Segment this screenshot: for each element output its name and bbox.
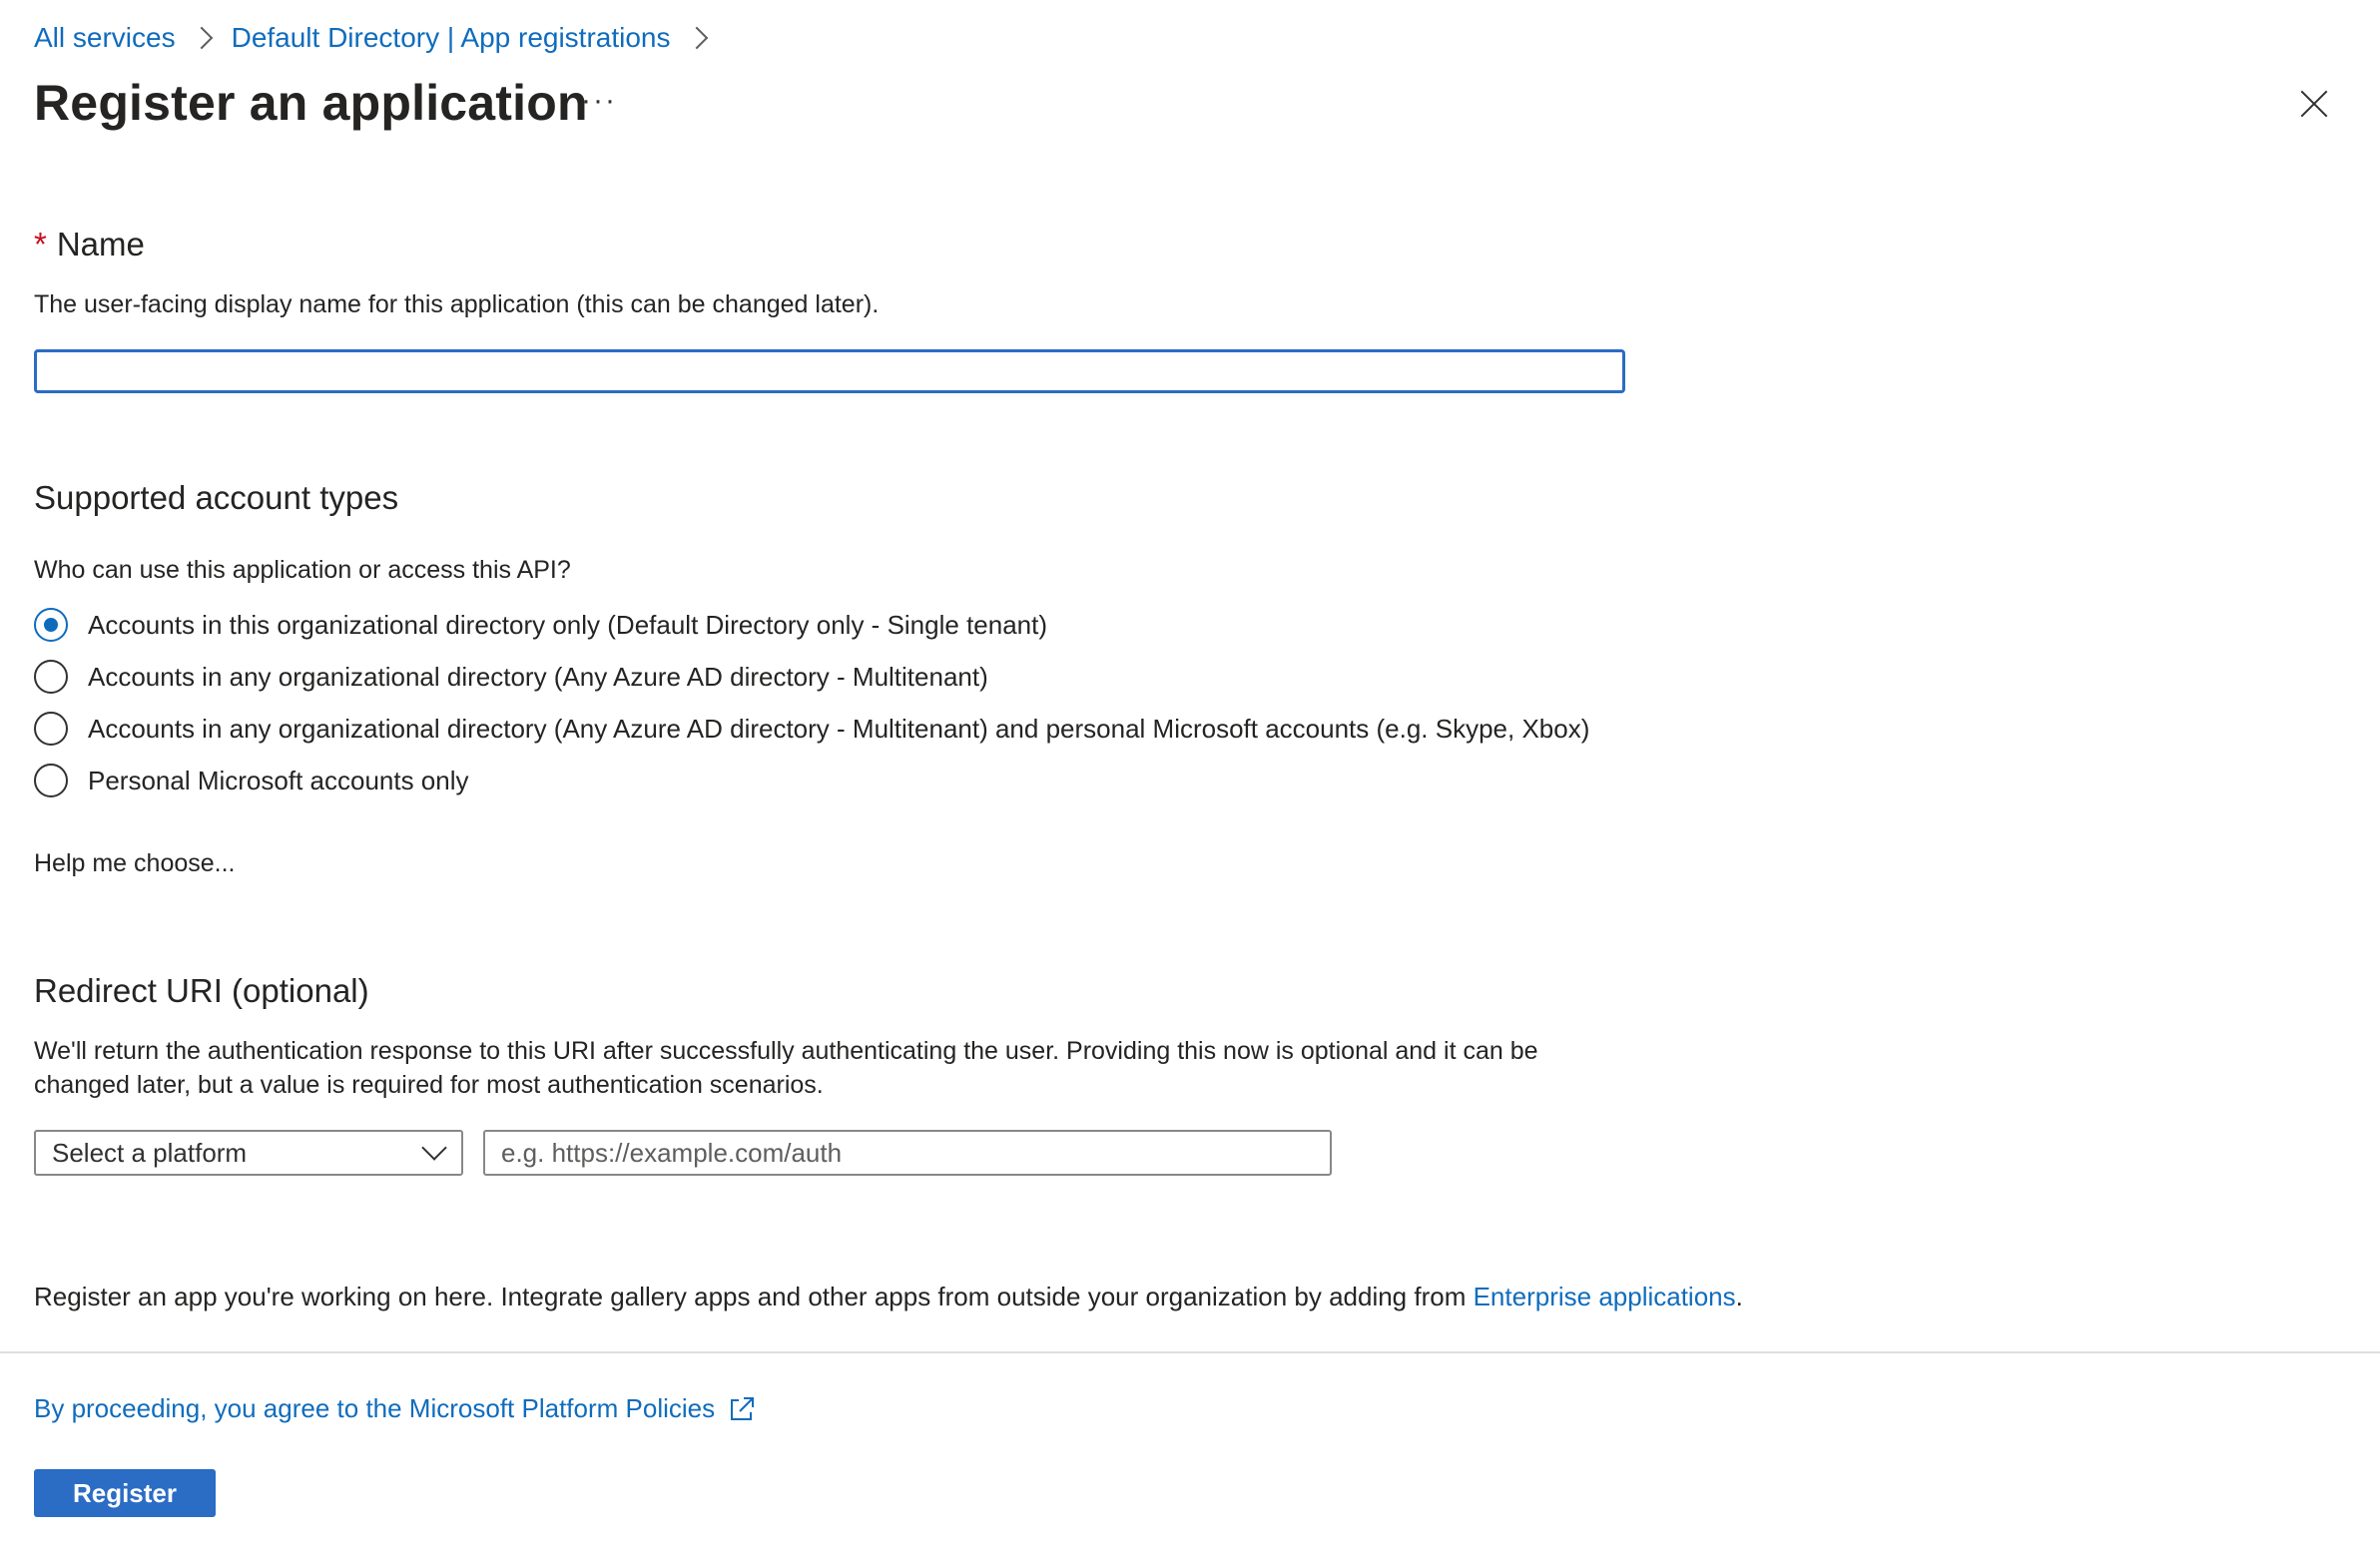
account-type-option-multitenant-personal[interactable] bbox=[34, 709, 1589, 749]
radio-label: Accounts in any organizational directory (Any Azure AD directory - Multitenant) and personal Microsoft accounts (e.g. Skype, Xbox) bbox=[88, 713, 1590, 744]
breadcrumb-all-services[interactable]: All services bbox=[34, 22, 176, 53]
enterprise-applications-link[interactable]: Enterprise applications bbox=[1473, 1282, 1736, 1311]
account-type-option-multitenant[interactable] bbox=[34, 657, 988, 697]
account-types-title: Supported account types bbox=[34, 479, 399, 516]
radio-label: Accounts in this organizational directory only (Default Directory only - Single tenant) bbox=[88, 609, 1048, 640]
name-section-title bbox=[34, 226, 145, 263]
name-label: Name bbox=[56, 226, 145, 262]
redirect-uri-description-line-1: We'll return the authentication response to this URI after successfully authenticating the user. Providing this now is optional and it can be bbox=[34, 1037, 1538, 1065]
redirect-uri-description-line-2: changed later, but a value is required for most authentication scenarios. bbox=[34, 1071, 824, 1099]
breadcrumb bbox=[34, 18, 727, 58]
help-me-choose-link[interactable]: Help me choose... bbox=[34, 849, 236, 877]
radio-button[interactable] bbox=[34, 712, 68, 746]
name-description: The user-facing display name for this application (this can be changed later). bbox=[34, 290, 880, 318]
radio-button[interactable] bbox=[34, 764, 68, 797]
account-type-option-personal[interactable] bbox=[34, 761, 469, 800]
breadcrumb-app-registrations[interactable]: Default Directory | App registrations bbox=[231, 22, 671, 53]
more-options-icon[interactable]: ··· bbox=[581, 84, 617, 117]
footer-divider bbox=[0, 1351, 2380, 1353]
required-indicator: * bbox=[34, 226, 47, 262]
close-icon[interactable] bbox=[2294, 84, 2334, 124]
page-title: Register an application bbox=[34, 75, 588, 131]
external-link-icon bbox=[727, 1394, 757, 1424]
register-note bbox=[34, 1280, 1743, 1313]
platform-policies-label: By proceeding, you agree to the Microsoft Platform Policies bbox=[34, 1393, 716, 1423]
register-button[interactable]: Register bbox=[34, 1469, 216, 1517]
radio-label: Personal Microsoft accounts only bbox=[88, 765, 469, 795]
platform-policies-link[interactable] bbox=[34, 1393, 757, 1424]
redirect-uri-title: Redirect URI (optional) bbox=[34, 972, 369, 1009]
radio-button[interactable] bbox=[34, 660, 68, 694]
account-type-option-single-tenant[interactable] bbox=[34, 605, 1047, 645]
radio-button-selected[interactable] bbox=[34, 608, 68, 642]
chevron-right-icon bbox=[685, 27, 708, 50]
chevron-down-icon bbox=[421, 1135, 446, 1160]
account-types-question: Who can use this application or access this API? bbox=[34, 556, 571, 584]
register-note-text: Register an app you're working on here. Integrate gallery apps and other apps from outside your organization by adding from bbox=[34, 1282, 1474, 1311]
register-note-end: . bbox=[1735, 1282, 1743, 1311]
platform-select[interactable] bbox=[34, 1130, 463, 1176]
platform-select-value: Select a platform bbox=[52, 1137, 248, 1168]
chevron-right-icon bbox=[190, 27, 213, 50]
name-input[interactable] bbox=[34, 349, 1625, 393]
radio-label: Accounts in any organizational directory (Any Azure AD directory - Multitenant) bbox=[88, 661, 988, 692]
redirect-uri-input[interactable] bbox=[483, 1130, 1332, 1176]
